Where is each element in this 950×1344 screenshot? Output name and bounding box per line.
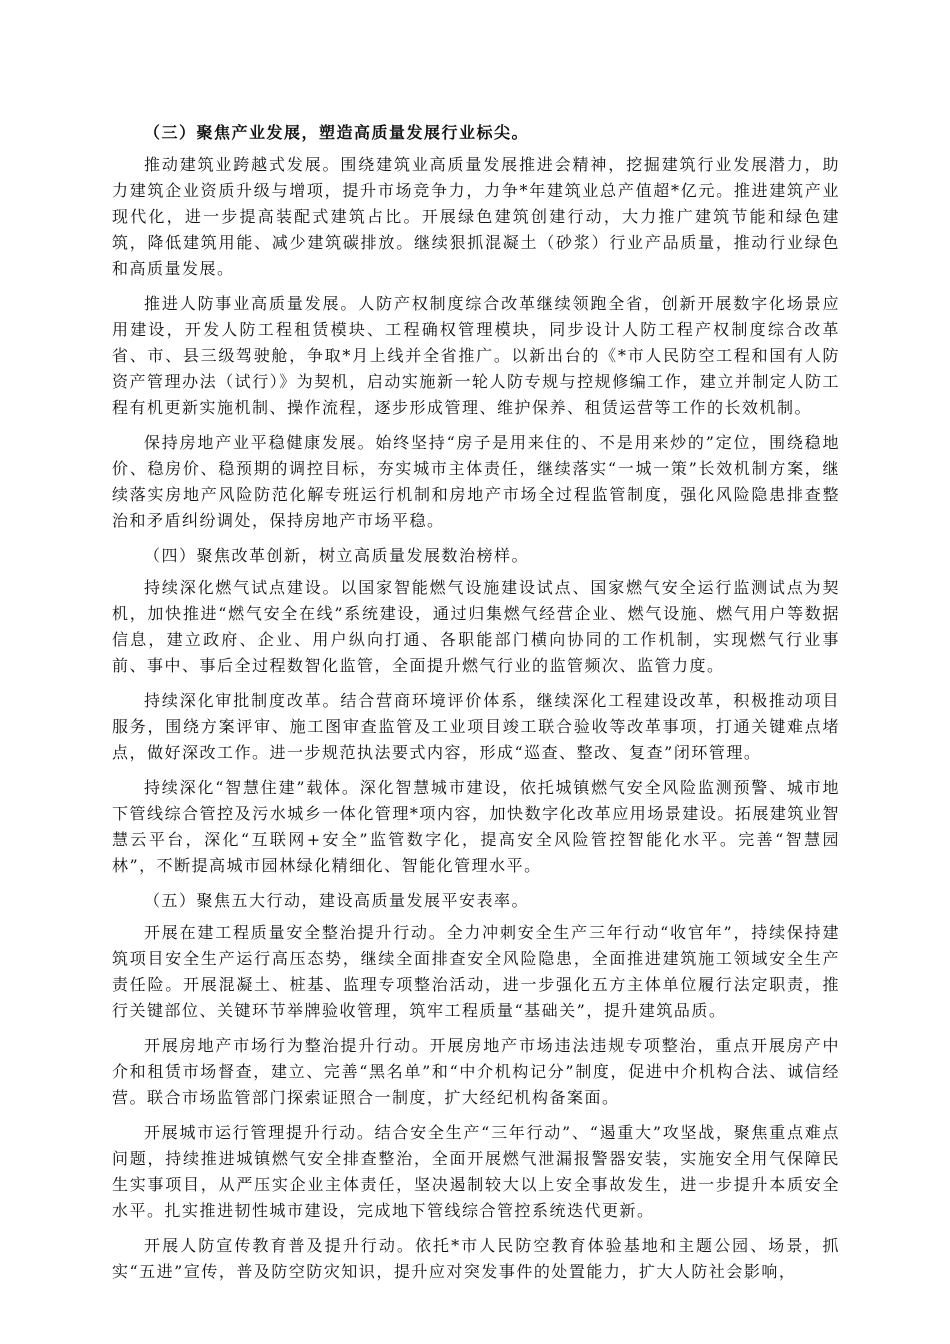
paragraph: 持续深化燃气试点建设。以国家智能燃气设施建设试点、国家燃气安全运行监测试点为契机，加快推进“燃气安全在线”系统建设，通过归集燃气经营企业、燃气设施、燃气用户等数据信息，建立政府、企业、用户纵向打通、各职能部门横向协同的工作机制，实现燃气行业事前、事中、事后全过程数智化监管，全面提升燃气行业的监管频次、监管力度。 — [112, 578, 840, 675]
section-heading: （三）聚焦产业发展，塑造高质量发展行业标尖。 — [144, 123, 530, 142]
paragraph: 开展房地产市场行为整治提升行动。开展房地产市场违法违规专项整治，重点开展房产中介和租赁市场督查，建立、完善“黑名单”和“中介机构记分”制度，促进中介机构合法、诚信经营。联合市场监管部门探索证照合一制度，扩大经纪机构备案面。 — [112, 1036, 840, 1107]
paragraph: 开展城市运行管理提升行动。结合安全生产“三年行动”、“遏重大”攻坚战，聚焦重点难点问题，持续推进城镇燃气安全排查整治，全面开展燃气泄漏报警器安装，实施安全用气保障民生实事项目，从严压实企业主体责任，坚决遏制较大以上安全事故发生，进一步提升本质安全水平。扎实推进韧性城市建设，完成地下管线综合管控系统迭代更新。 — [112, 1123, 840, 1220]
paragraph: 开展人防宣传教育普及提升行动。依托*市人民防空教育体验基地和主题公园、场景，抓实“五进”宣传，普及防空防灾知识，提升应对突发事件的处置能力，扩大人防社会影响， — [112, 1236, 840, 1281]
paragraph: 持续深化“智慧住建”载体。深化智慧城市建设，依托城镇燃气安全风险监测预警、城市地下管线综合管控及污水城乡一体化管理*项内容，加快数字化改革应用场景建设。拓展建筑业智慧云平台，深化“互联网+安全”监管数字化，提高安全风险管控智能化水平。完善“智慧园林”，不断提高城市园林绿化精细化、智能化管理水平。 — [112, 778, 840, 875]
section-five-actions — [112, 888, 840, 1285]
section-heading: （四）聚焦改革创新，树立高质量发展数治榜样。 — [144, 546, 530, 565]
section-reform-innovation — [112, 543, 840, 879]
document-page — [112, 120, 840, 1294]
paragraph: 推动建筑业跨越式发展。围绕建筑业高质量发展推进会精神，挖掘建筑行业发展潜力，助力建筑企业资质升级与增项，提升市场竞争力，力争*年建筑业总产值超*亿元。推进建筑产业现代化，进一步提高装配式建筑占比。开展绿色建筑创建行动，大力推广建筑节能和绿色建筑，降低建筑用能、减少建筑碳排放。继续狠抓混凝土（砂浆）行业产品质量，推动行业绿色和高质量发展。 — [112, 155, 840, 278]
paragraph: 保持房地产业平稳健康发展。始终坚持“房子是用来住的、不是用来炒的”定位，围绕稳地价、稳房价、稳预期的调控目标，夯实城市主体责任，继续落实“一城一策”长效机制方案，继续落实房地产风险防范化解专班运行机制和房地产市场全过程监管制度，强化风险隐患排查整治和矛盾纠纷调处，保持房地产市场平稳。 — [112, 433, 840, 530]
paragraph: 开展在建工程质量安全整治提升行动。全力冲刺安全生产三年行动“收官年”，持续保持建筑项目安全生产运行高压态势，继续全面排查安全风险隐患，全面推进建筑施工领域安全生产责任险。开展混凝土、桩基、监理专项整治活动，进一步强化五方主体单位履行法定职责，推行关键部位、关键环节举牌验收管理，筑牢工程质量“基础关”，提升建筑品质。 — [112, 923, 840, 1020]
paragraph: 持续深化审批制度改革。结合营商环境评价体系，继续深化工程建设改革，积极推动项目服务，围绕方案评审、施工图审查监管及工业项目竣工联合验收等改革事项，打通关键难点堵点，做好深改工作。进一步规范执法要式内容，形成“巡查、整改、复查”闭环管理。 — [112, 691, 840, 762]
section-industry-development — [112, 120, 840, 534]
paragraph: 推进人防事业高质量发展。人防产权制度综合改革继续领跑全省，创新开展数字化场景应用建设，开发人防工程租赁模块、工程确权管理模块，同步设计人防工程产权制度综合改革省、市、县三级驾驶舱，争取*月上线并全省推广。以新出台的《*市人民防空工程和国有人防资产管理办法（试行）》为契机，启动实施新一轮人防专规与控规修编工作，建立并制定人防工程有机更新实施机制、操作流程，逐步形成管理、维护保养、租赁运营等工作的长效机制。 — [112, 294, 840, 417]
section-heading: （五）聚焦五大行动，建设高质量发展平安表率。 — [144, 891, 530, 910]
